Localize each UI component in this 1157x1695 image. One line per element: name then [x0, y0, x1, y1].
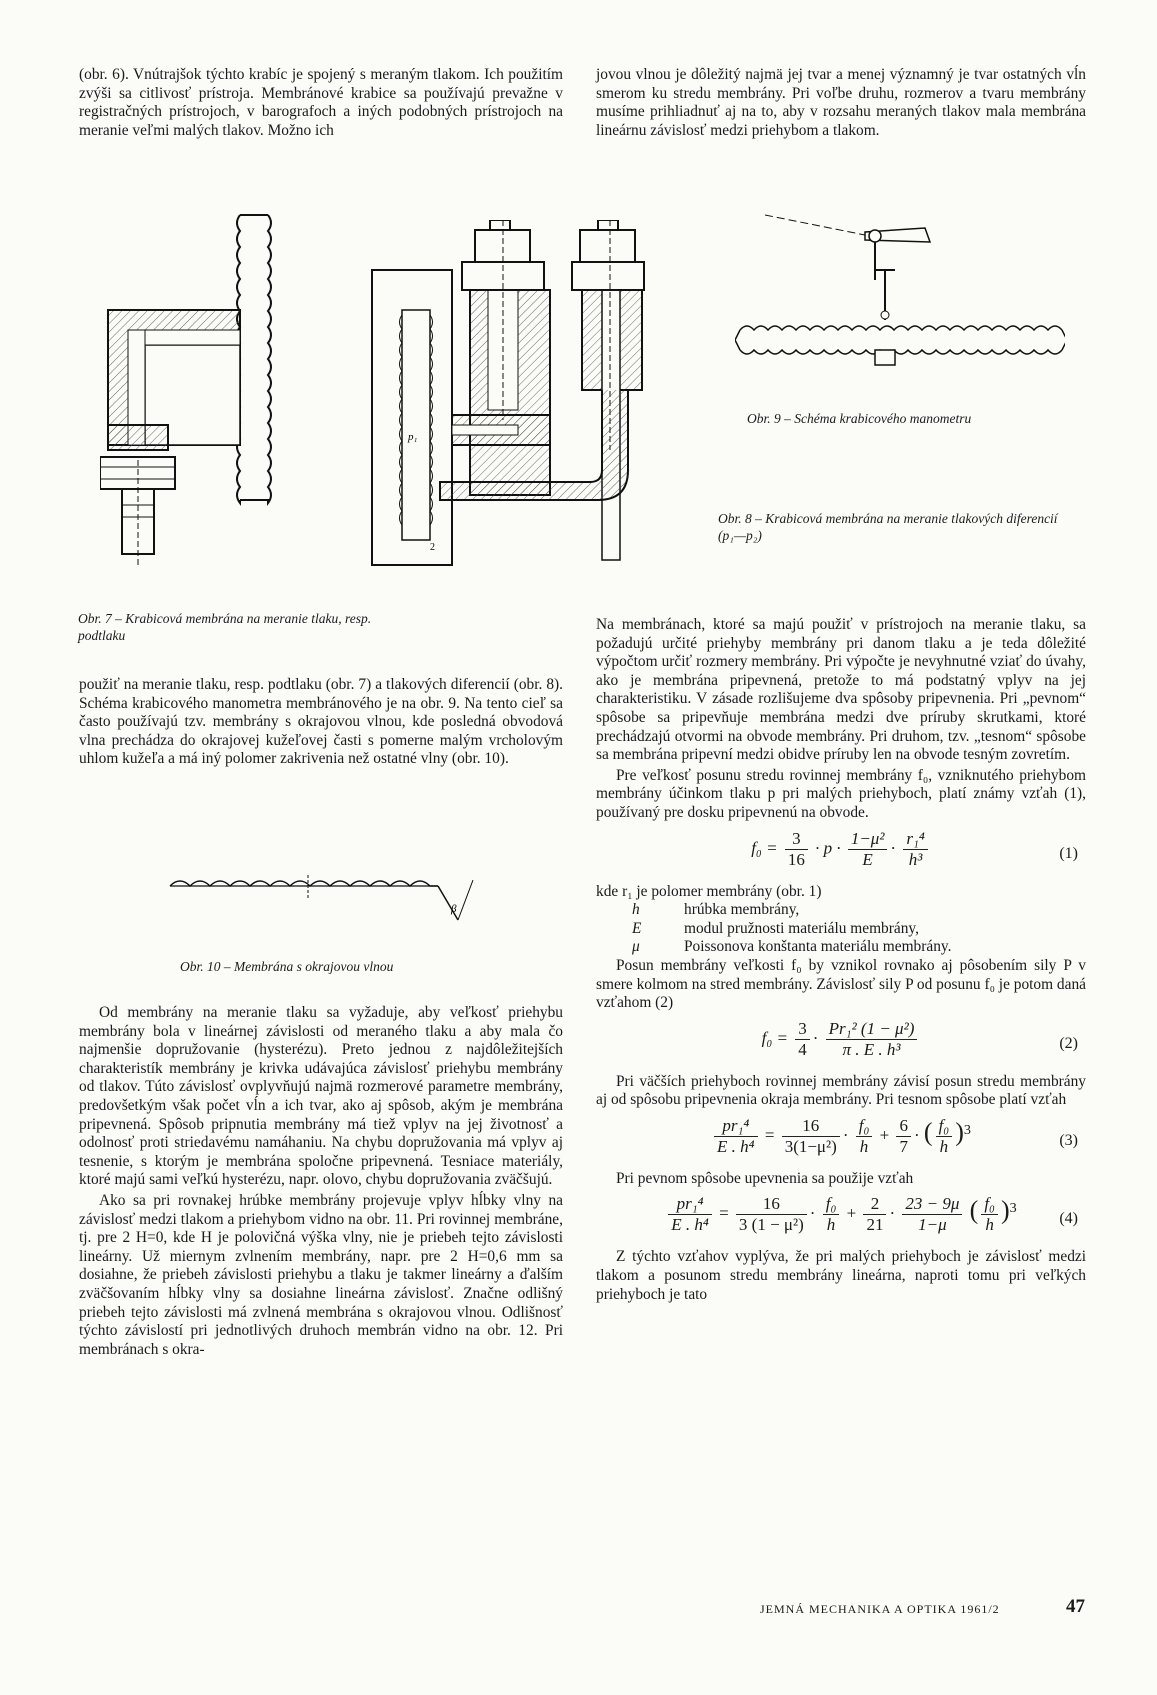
eq-num: Pr₁² (1 − μ²) — [826, 1019, 918, 1040]
eq-num: r₁⁴ — [903, 829, 927, 850]
definition-text: hrúbka membrány, — [684, 901, 800, 919]
figure-8-caption: Obr. 8 – Krabicová membrána na meranie tlakových diferencií (p₁—p₂) — [718, 511, 1058, 543]
eq-den: h — [826, 1215, 836, 1235]
eq-term: · p · — [815, 837, 841, 857]
paragraph: Od membrány na meranie tlaku sa vyžaduje, aby veľkosť priehybu membrány bola v lineárnej závislosti od meraného tlaku a aby mala čo najmenšie dopružovanie (hysterézu). Preto jednou z najdôležitejších charakteristík membrány je krivka udávajúca závislosť priehybu membrány od tlakov. Túto závislosť ovplyvňujú najmä rozmerové parametre membrány, predovšetkým však počet vĺn a ich tvar, ako aj spôsob, akým je membrána pripevnená. Spôsob pripnutia membrány má tiež vplyv na jej životnosť a odolnosť proti striedavému namáhaniu. Na chybu dopružovania má vplyv aj tesnenie, s ktorým je membrána spoločne pripevnená. Tesniace materiály, ktoré majú sami veľkú hysterézu, napr. olovo, chybu dopružovania zväčšujú. — [79, 1004, 563, 1189]
eq-num: f₀ — [936, 1116, 953, 1137]
eq-num: 2 — [863, 1194, 886, 1215]
eq-num: 1−μ² — [848, 829, 888, 850]
left-column-cont — [79, 1004, 563, 1359]
eq-num: 23 − 9μ — [902, 1194, 962, 1215]
equation-number: (3) — [1059, 1131, 1078, 1149]
eq-den: 3 (1 − μ²) — [738, 1215, 804, 1235]
eq-den: 21 — [866, 1215, 884, 1235]
paragraph: Z týchto vzťahov vyplýva, že pri malých priehyboch je závislosť medzi tlakom a posunom stredu membrány lineárna, naproti tomu pri veľkých priehyboch je tato — [596, 1248, 1086, 1303]
eq-den: π . E . h³ — [842, 1039, 901, 1059]
eq-term: + — [879, 1125, 890, 1145]
eq-num: pr₁⁴ — [668, 1194, 712, 1215]
eq-term: = — [719, 1203, 729, 1223]
definition-row — [596, 901, 1086, 920]
paragraph: jovou vlnou je dôležitý najmä jej tvar a menej významný je tvar ostatných vĺn smerom ku stredu membrány. Pri voľbe druhu, rozmerov a tvaru membrány musíme prihliadnuť aj na to, aby v rozsahu meraných tlakov mala membrána lineárnu závislosť medzi priehybom a tlakom. — [596, 66, 1086, 139]
eq-den: E . h⁴ — [671, 1215, 709, 1235]
eq-num: 3 — [795, 1019, 810, 1040]
figure-7-caption: Obr. 7 – Krabicová membrána na meranie tlaku, resp. podtlaku — [78, 611, 372, 643]
definition-symbol: μ — [632, 938, 640, 956]
eq-den: 1−μ — [918, 1215, 947, 1235]
eq-num: 3 — [785, 829, 808, 850]
paragraph: Pri väčších priehyboch rovinnej membrány závisí posun stredu membrány aj od spôsobu pripevnenia okraja membrány. Pri tesnom spôsobe platí vzťah — [596, 1072, 1086, 1109]
journal-footer: JEMNÁ MECHANIKA A OPTIKA 1961/2 — [760, 1602, 1000, 1616]
paragraph: (obr. 6). Vnútrajšok týchto krabíc je spojený s meraným tlakom. Ich použitím zvýši sa citlivosť prístroja. Membránové krabice sa používajú prevažne v registračných prístrojoch, v barografoch a iných podobných prístrojoch na meranie veľmi malých tlakov. Možno ich — [79, 66, 563, 139]
definitions-list — [596, 901, 1086, 957]
equation-number: (4) — [1059, 1210, 1078, 1228]
beta-label: β — [451, 903, 457, 915]
figure-9-diagram — [735, 210, 1065, 390]
eq-term: = — [764, 1125, 775, 1145]
definitions-intro: kde r₁ je polomer membrány (obr. 1) — [596, 882, 822, 900]
eq-den: 16 — [787, 849, 805, 869]
paragraph: Pre veľkosť posunu stredu rovinnej membrány f₀, vzniknutého priehybom membrány účinkom tlaku p pri malých priehyboch, platí známy vzťah (1), používaný pre dosku pripevnenú na obvode. — [596, 766, 1086, 821]
paragraph: použiť na meranie tlaku, resp. podtlaku (obr. 7) a tlakových diferencií (obr. 8). Schéma krabicového manometra membránového je na obr. 9. Na tento cieľ sa často používajú tzv. membrány s okrajovou vlnou, kde posledná obvodová vlna prechádza do okrajovej kužeľovej časti s pomerne malým vrcholovým uhlom kužeľa a má iný polomer zakrivenia než ostatné vlny (obr. 10). — [79, 676, 563, 768]
eq-den: h³ — [908, 849, 923, 869]
eq-num: f₀ — [856, 1116, 873, 1137]
definition-symbol: h — [632, 901, 640, 919]
eq-num: pr₁⁴ — [714, 1116, 758, 1137]
eq-term: f₀ = — [751, 837, 778, 857]
figure-10-diagram — [168, 870, 483, 940]
equation-number: (1) — [1059, 844, 1078, 862]
top-right-text — [596, 66, 1086, 140]
page-number: 47 — [1066, 1596, 1085, 1617]
left-column — [79, 676, 563, 769]
eq-den: E . h⁴ — [717, 1136, 755, 1156]
eq-den: 7 — [899, 1136, 908, 1156]
eq-num: 16 — [736, 1194, 807, 1215]
equation-4: $\frac{\text{pr₁⁴}}{\text{E . h⁴}}$ = $\frac{16}{\text{3 (1 − μ²)}}$ · $\frac{\text{f₀}}{h}$ + $\frac{2}{21}$ · $\frac{23 - 9\mu}{1-\mu}$ ( $\frac{\text{f₀}}{h}$ )$^3$ (4) — [596, 1194, 1086, 1248]
right-column — [596, 616, 1086, 1304]
figure-10-caption: Obr. 10 – Membrána s okrajovou vlnou — [180, 959, 394, 974]
top-left-text — [79, 66, 563, 140]
eq-den: 3(1−μ²) — [784, 1136, 837, 1156]
label-2: 2 — [430, 542, 435, 553]
definition-text: Poissonova konštanta materiálu membrány. — [684, 938, 952, 956]
definition-symbol: E — [632, 919, 642, 937]
figure-8-diagram — [370, 220, 675, 575]
equation-2: f₀ = $\frac{3}{4}$ · $\frac{\text{Pr₁² (1 − μ²)}}{\text{π . E . h³}}$ (2) — [761, 1018, 1078, 1059]
eq-num: 6 — [896, 1116, 911, 1137]
eq-den: 4 — [798, 1039, 807, 1059]
eq-term: f₀ = — [761, 1028, 788, 1048]
eq-den: h — [939, 1136, 949, 1156]
eq-num: f₀ — [981, 1194, 998, 1215]
figure-7-diagram — [100, 205, 300, 575]
eq-num: 16 — [782, 1116, 840, 1137]
definition-text: modul pružnosti materiálu membrány, — [684, 919, 919, 937]
equation-3: $\frac{\text{pr₁⁴}}{\text{E . h⁴}}$ = $\frac{16}{\text{3(1−μ²)}}$ · $\frac{\text{f₀}}{h}$ + $\frac{6}{7}$ · ( $\frac{\text{f₀}}{h}$ )$^3$ (3) — [596, 1116, 1086, 1170]
paragraph: Ako sa pri rovnakej hrúbke membrány projevuje vplyv hĺbky vlny na závislosť medzi tlakom a priehybom vidno na obr. 11. Pri rovinnej membráne, tj. pre 2 H=0, kde H je polovičná výška vlny, nie je priebeh tejto závislosti lineárny. Už miernym zvlnením membrány, napr. pre 2 H=0,6 mm sa dosiahne, že priebeh závislosti priehybu a tlaku je takmer lineárny a ďalším zväčšovaním hĺbky vlny sa dosiahne lineárna závislosť. Značne odlišný priebeh tejto závislosti má zvlnená membrána s okrajovou vlnou. Odlišnosť týchto závislostí pri jednotlivých druhoch membrán vidno na obr. 12. Pri membránach s okra- — [79, 1191, 563, 1358]
paragraph: Na membránach, ktoré sa majú použiť v prístrojoch na meranie tlaku, sa požadujú určité priehyby membrány pri danom tlaku a je teda dôležité výpočtom určiť rozmery membrány. Pri výpočte je nevyhnutné vziať do úvahy, ako je membrána pripevnená, pretože to má podstatný vplyv na jej charakteristiku. V zásade rozlišujeme dva spôsoby pripevnenia. Pri „pevnom“ spôsobe sa pripevňuje membrána medzi dve príruby skrutkami, ktoré prechádzajú otvormi na obvode membrány. Pri druhom, tzv. „tesnom“ spôsobe sa membrána pripevní medzi obidve príruby len na obvode tesným zovretím. — [596, 616, 1086, 764]
paragraph: Posun membrány veľkosti f₀ by vznikol rovnako aj pôsobením sily P v smere kolmom na stred membrány. Závislosť sily P od posunu f₀ je potom daná vzťahom (2) — [596, 956, 1086, 1012]
equation-number: (2) — [1059, 1034, 1078, 1052]
eq-exponent: 3 — [1009, 1200, 1017, 1217]
definition-row — [596, 938, 1086, 957]
figure-9-caption: Obr. 9 – Schéma krabicového manometru — [747, 411, 972, 426]
eq-num: f₀ — [823, 1194, 840, 1215]
eq-term: + — [846, 1203, 857, 1223]
eq-den: E — [862, 849, 873, 869]
eq-exponent: 3 — [963, 1121, 971, 1138]
equation-1: f₀ = $\frac{3}{16}$ · p · $\frac{\text{1−μ²}}{E}$ · $\frac{\text{r₁⁴}}{\text{h³}}$ (1) — [751, 828, 1078, 869]
definition-row — [596, 920, 1086, 939]
p1-label: p₁ — [408, 431, 418, 443]
eq-den: h — [985, 1215, 994, 1235]
paragraph: Pri pevnom spôsobe upevnenia sa použije vzťah — [616, 1169, 914, 1187]
eq-den: h — [859, 1136, 869, 1156]
